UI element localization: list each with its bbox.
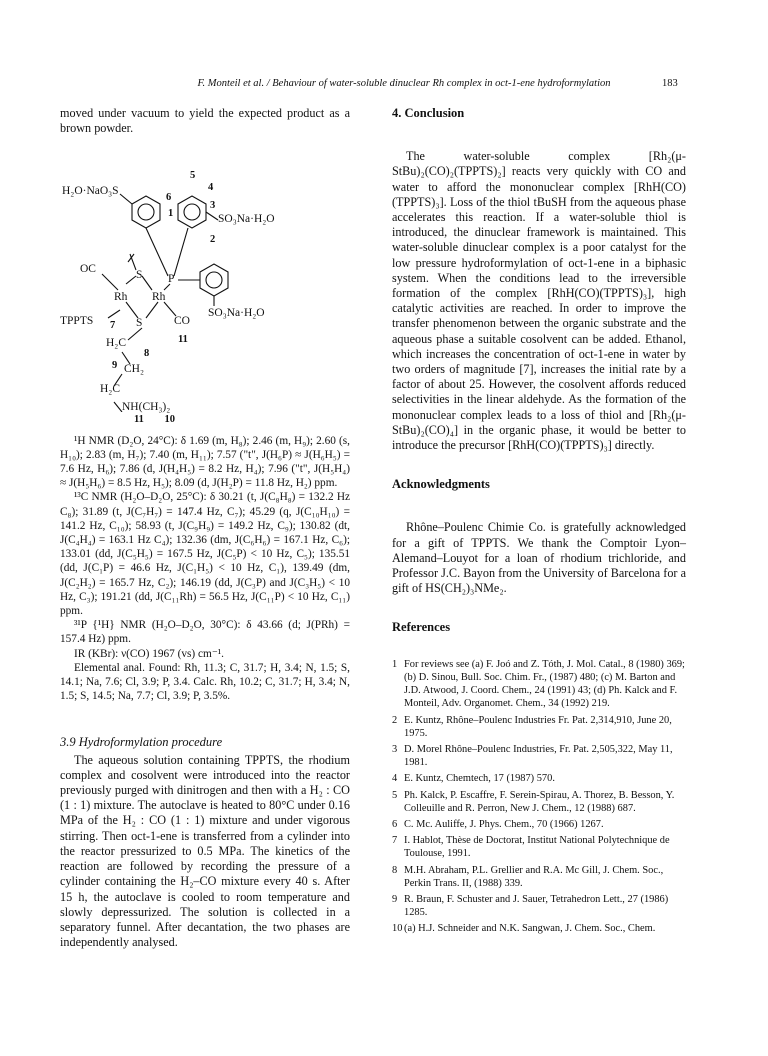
atom-number-10: 10 xyxy=(164,414,176,426)
reference-item xyxy=(392,922,686,935)
label-h2c-upper: H₂C xyxy=(106,337,126,350)
reference-item xyxy=(392,658,686,711)
reference-text: For reviews see (a) F. Joó and Z. Tóth, J. Mol. Catal., 8 (1980) 369; (b) D. Sinou, Bull. Soc. Chim. Fr., (1987) 480; (c) M. Barton and J.D. Atwood, J. Coord. Chem., 24 (1991) 43; (d) Ph. Kalck and F. Monteil, Adv. Organomet. Chem., 34 (1992) 219. xyxy=(404,658,685,710)
nmr-1h: ¹H NMR (D₂O, 24°C): δ 1.69 (m, H₈); 2.46 (m, H₉); 2.60 (s, H₁₀); 2.83 (m, H₇); 7.40 (m, H₁₁); 7.57 ("t", J(H₆P) ≈ J(H₆H₅) = 7.6 Hz, H₆); 7.86 (d, J(H₄H₅) = 8.2 Hz, H₄); 7.96 ("t", J(H₅H₄) ≈ J(H₅H₆) = 8.5 Hz, H₅); 8.09 (d, J(H₂P) = 11.8 Hz, H₂) ppm. xyxy=(60,434,350,490)
reference-number: 7 xyxy=(392,835,398,847)
label-tppts: TPPTS xyxy=(60,315,94,328)
reference-text: M.H. Abraham, P.L. Grellier and R.A. Mc Gill, J. Chem. Soc., Perkin Trans. II, (1988) 339. xyxy=(404,864,664,889)
conclusion-body: The water-soluble complex [Rh₂(μ-StBu)₂(CO)₂(TPPTS)₂] reacts very quickly with CO and water to afford the mononuclear complex [RhH(CO)(TPPTS)₃]. Loss of the thiol tBuSH from the aqueous phase accelerates this reaction. If a water-soluble thiol is introduced, the dinuclear framework is maintained. This water-soluble dinuclear complex is a poor catalyst for the low pressure hydroformylation of oct-1-ene in a biphasic system. When the conditions lead to the irreversible formation of the complex [RhH(CO)(TPPTS)₃], high catalytic activities are reached. In order to improve the transfer phenomenon between the organic substrate and the aqueous phase a suitable cosolvent can be added. Ethanol, which increases the concentration of oct-1-ene in water by two orders of magnitude [7], increases the initial rate by a factor of about 25. However, the cosolvent affords reduced selectivities in the linear aldehyde. As the formation of the mononuclear complex leads to a loss of thiol and [Rh₂(μ-StBu)₂(CO)₄] in the organic phase, it would be better to introduce the precursor [RhH(CO)(TPPTS)₃] directly. xyxy=(392,149,686,453)
intro-paragraph: moved under vacuum to yield the expected product as a brown powder. xyxy=(60,106,350,136)
atom-number-3: 3 xyxy=(210,200,216,212)
lower-aryl-ring xyxy=(200,264,228,296)
label-h2c-lower: H₂C xyxy=(100,383,120,396)
characterization-data xyxy=(60,434,350,704)
reference-text: D. Morel Rhône–Poulenc Industries, Fr. Pat. 2,505,322, May 11, 1981. xyxy=(404,743,673,769)
nmr-13c: ¹³C NMR (H₂O–D₂O, 25°C): δ 30.21 (t, J(C₈H₈) = 132.2 Hz C₈); 31.89 (t, J(C₇H₇) = 147.4 Hz, C₇); 45.29 (q, J(C₁₀H₁₀) = 141.2 Hz, C₁₀); 58.93 (t, J(C₉H₉) = 149.2 Hz, C₉); 130.82 (dt, J(C₄H₄) = 163.1 Hz C₄); 132.36 (dm, J(C₆H₆) = 167.1 Hz, C₆); 133.01 (dd, J(C₅H₅) = 167.5 Hz, J(C₅P) < 10 Hz, C₅); 135.51 (dd, J(C₁P) = 46.6 Hz, J(C₁H₅) < 10 Hz, C₁), 139.49 (dm, J(C₂H₂) = 165.7 Hz, C₂); 146.19 (dd, J(C₃P) and J(C₃H₅) < 10 Hz, C₃); 191.21 (dd, J(C₁₁Rh) = 56.5 Hz, J(C₁₁P) < 10 Hz, C₁₁) ppm. xyxy=(60,491,350,618)
atom-number-11-co: 11 xyxy=(178,334,188,346)
reference-number: 3 xyxy=(392,743,398,755)
reference-text: I. Hablot, Thèse de Doctorat, Institut National Polytechnique de Toulouse, 1991. xyxy=(404,835,670,860)
reference-number: 9 xyxy=(392,893,398,905)
reference-text: Ph. Kalck, P. Escaffre, F. Serein-Spirau, A. Thorez, B. Besson, Y. Colleuille and R. Perron, New J. Chem., 12 (1988) 687. xyxy=(404,789,675,814)
label-rh-left: Rh xyxy=(114,291,128,304)
atom-number-4: 4 xyxy=(208,182,214,194)
label-oc: OC xyxy=(80,263,96,276)
atom-number-1: 1 xyxy=(168,208,174,220)
nmr-31p: ³¹P {¹H} NMR (H₂O–D₂O, 30°C): δ 43.66 (d; J(PRh) = 157.4 Hz) ppm. xyxy=(60,619,350,646)
label-s-bottom: S xyxy=(136,317,143,330)
label-so3na-top: SO₃Na·H₂O xyxy=(218,213,275,226)
reference-text: C. Mc. Auliffe, J. Phys. Chem., 70 (1966) 1267. xyxy=(404,818,604,830)
references-heading: References xyxy=(392,620,451,635)
reference-item xyxy=(392,789,686,815)
reference-number: 8 xyxy=(392,864,398,876)
reference-text: (a) H.J. Schneider and N.K. Sangwan, J. Chem. Soc., Chem. xyxy=(404,923,656,935)
reference-text: R. Braun, F. Schuster and J. Sauer, Tetrahedron Lett., 27 (1986) 1285. xyxy=(404,893,669,919)
label-nme2: NH(CH₃)₂ xyxy=(122,401,171,414)
reference-number: 1 xyxy=(392,658,398,670)
left-aryl-ring xyxy=(132,196,160,228)
atom-number-7: 7 xyxy=(110,320,116,332)
atom-number-6: 6 xyxy=(166,192,172,204)
reference-item xyxy=(392,772,686,785)
top-aryl-ring xyxy=(178,196,206,228)
left-column xyxy=(60,106,350,950)
label-rh-right: Rh xyxy=(152,291,166,304)
conclusion-heading: 4. Conclusion xyxy=(392,106,465,120)
reference-text: E. Kuntz, Chemtech, 17 (1987) 570. xyxy=(404,773,555,785)
atom-number-2: 2 xyxy=(210,234,216,246)
reference-number: 4 xyxy=(392,773,398,785)
label-so3na-bottom: SO₃Na·H₂O xyxy=(208,307,265,320)
reference-item xyxy=(392,893,686,919)
label-co: CO xyxy=(174,315,190,328)
atom-number-8: 8 xyxy=(144,348,150,360)
elemental-analysis: Elemental anal. Found: Rh, 11.3; C, 31.7; H, 3.4; N, 1.5; S, 14.1; Na, 7.6; Cl, 3.9; P, 3.4. Calc. Rh, 10.2; C, 31.7; H, 3.4; N, 1.5; S, 14.5; Na, 7.7; Cl, 3.9; P, 3.5%. xyxy=(60,661,350,703)
reference-item xyxy=(392,864,686,890)
chemical-structure xyxy=(60,150,350,412)
references-list xyxy=(392,658,686,936)
reference-number: 5 xyxy=(392,789,398,801)
reference-item xyxy=(392,834,686,860)
section-heading-hydroformylation: 3.9 Hydroformylation procedure xyxy=(60,735,223,750)
label-ch2: CH₂ xyxy=(124,363,144,376)
reference-number: 10 xyxy=(392,923,403,935)
page-number: 183 xyxy=(662,78,678,89)
reference-item xyxy=(392,743,686,769)
running-header: F. Monteil et al. / Behaviour of water-soluble dinuclear Rh complex in oct-1-ene hydroformylation xyxy=(197,78,611,89)
label-s-top: S xyxy=(136,269,143,282)
reference-item xyxy=(392,714,686,740)
acknowledgments-heading: Acknowledgments xyxy=(392,477,490,492)
acknowledgments-body: Rhône–Poulenc Chimie Co. is gratefully acknowledged for a gift of TPPTS. We thank the Comptoir Lyon–Alemand–Louyot for a loan of rhodium trichloride, and Professor J.C. Bayon from the University of Barcelona for a gift of HS(CH₂)₃NMe₂. xyxy=(392,520,686,596)
atom-number-9: 9 xyxy=(112,360,118,372)
right-column xyxy=(392,106,686,939)
atom-number-5: 5 xyxy=(190,170,196,182)
label-p: P xyxy=(168,273,175,286)
hydroformylation-procedure: The aqueous solution containing TPPTS, the rhodium complex and cosolvent were introduced into the reactor previously purged with dinitrogen and then with a H₂ : CO (1 : 1) mixture. The autoclave is heated to 80°C under 0.16 MPa of the H₂ : CO (1 : 1) mixture and under vigorous stirring. Then oct-1-ene is transferred from a cylinder into the reactor pressurized to 0.5 MPa. The kinetics of the reaction are followed by recording the pressure of a cylinder containing the H₂–CO mixture every 40 s. After 15 h, the autoclave is cooled to room temperature and slowly depressurized. The solution is collected in a separatory funnel. After decantation, the two phases are independently analysed. xyxy=(60,752,350,950)
reference-text: E. Kuntz, Rhône–Poulenc Industries Fr. Pat. 2,314,910, June 20, 1975. xyxy=(404,714,672,739)
label-h2o-nao3s: H₂O·NaO₃S xyxy=(62,185,119,198)
reference-number: 6 xyxy=(392,818,398,830)
ir-data: IR (KBr): ν(CO) 1967 (vs) cm⁻¹. xyxy=(74,647,224,660)
atom-number-11-n: 11 xyxy=(134,414,144,426)
reference-item xyxy=(392,818,686,831)
reference-number: 2 xyxy=(392,714,398,726)
